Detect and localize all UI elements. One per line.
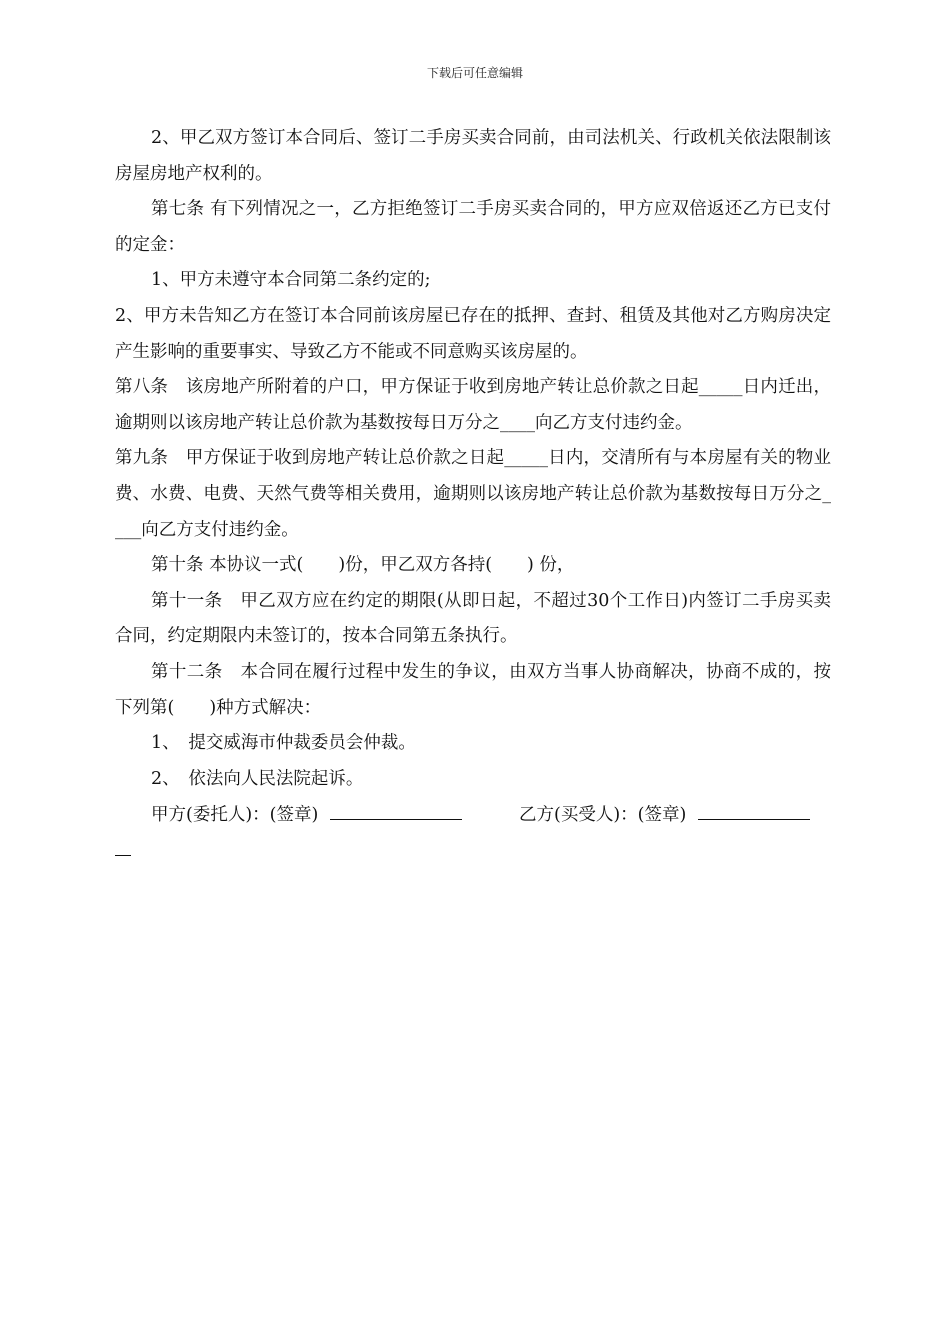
party-a-signature	[151, 797, 462, 834]
clause-12-option-1: 1、 提交威海市仲裁委员会仲裁。	[151, 733, 416, 754]
clause-10: 第十条 本协议一式( )份，甲乙双方各持( ) 份，	[151, 555, 575, 576]
party-a-label: 甲方(委托人)：(签章)	[151, 805, 319, 826]
document-body	[115, 121, 831, 856]
clause-7-item-2: 2、甲方未告知乙方在签订本合同前该房屋已存在的抵押、查封、租赁及其他对乙方购房决定产生影响的重要事实、导致乙方不能或不同意购买该房屋的。	[115, 305, 831, 362]
party-b-signature-line	[698, 797, 810, 820]
page-header: 下载后可任意编辑	[426, 66, 523, 80]
signature-row	[115, 797, 831, 833]
clause-12-option-2: 2、 依法向人民法院起诉。	[151, 768, 364, 789]
party-a-signature-line	[330, 797, 462, 820]
party-b-signature	[519, 797, 810, 834]
clause-7: 第七条 有下列情况之一，乙方拒绝签订二手房买卖合同的，甲方应双倍返还乙方已支付的定金：	[115, 199, 831, 255]
party-b-label: 乙方(买受人)：(签章)	[519, 805, 687, 826]
clause-12: 第十二条 本合同在履行过程中发生的争议，由双方当事人协商解决，协商不成的，按下列第( )种方式解决：	[115, 661, 831, 718]
clause-9: 第九条 甲方保证于收到房地产转让总价款之日起_____日内，交清所有与本房屋有关的物业费、水费、电费、天然气费等相关费用，逾期则以该房地产转让总价款为基数按每日万分之____向乙方支付违约金。	[115, 448, 831, 540]
clause-8: 第八条 该房地产所附着的户口，甲方保证于收到房地产转让总价款之日起_____日内迁出，逾期则以该房地产转让总价款为基数按每日万分之____向乙方支付违约金。	[115, 377, 831, 433]
clause-7-item-1: 1、甲方未遵守本合同第二条约定的;	[151, 270, 431, 291]
clause-paragraph-1: 2、甲乙双方签订本合同后、签订二手房买卖合同前，由司法机关、行政机关依法限制该房屋房地产权利的。	[115, 128, 831, 184]
clause-11: 第十一条 甲乙双方应在约定的期限(从即日起，不超过30个工作日)内签订二手房买卖合同，约定期限内未签订的，按本合同第五条执行。	[115, 590, 831, 647]
